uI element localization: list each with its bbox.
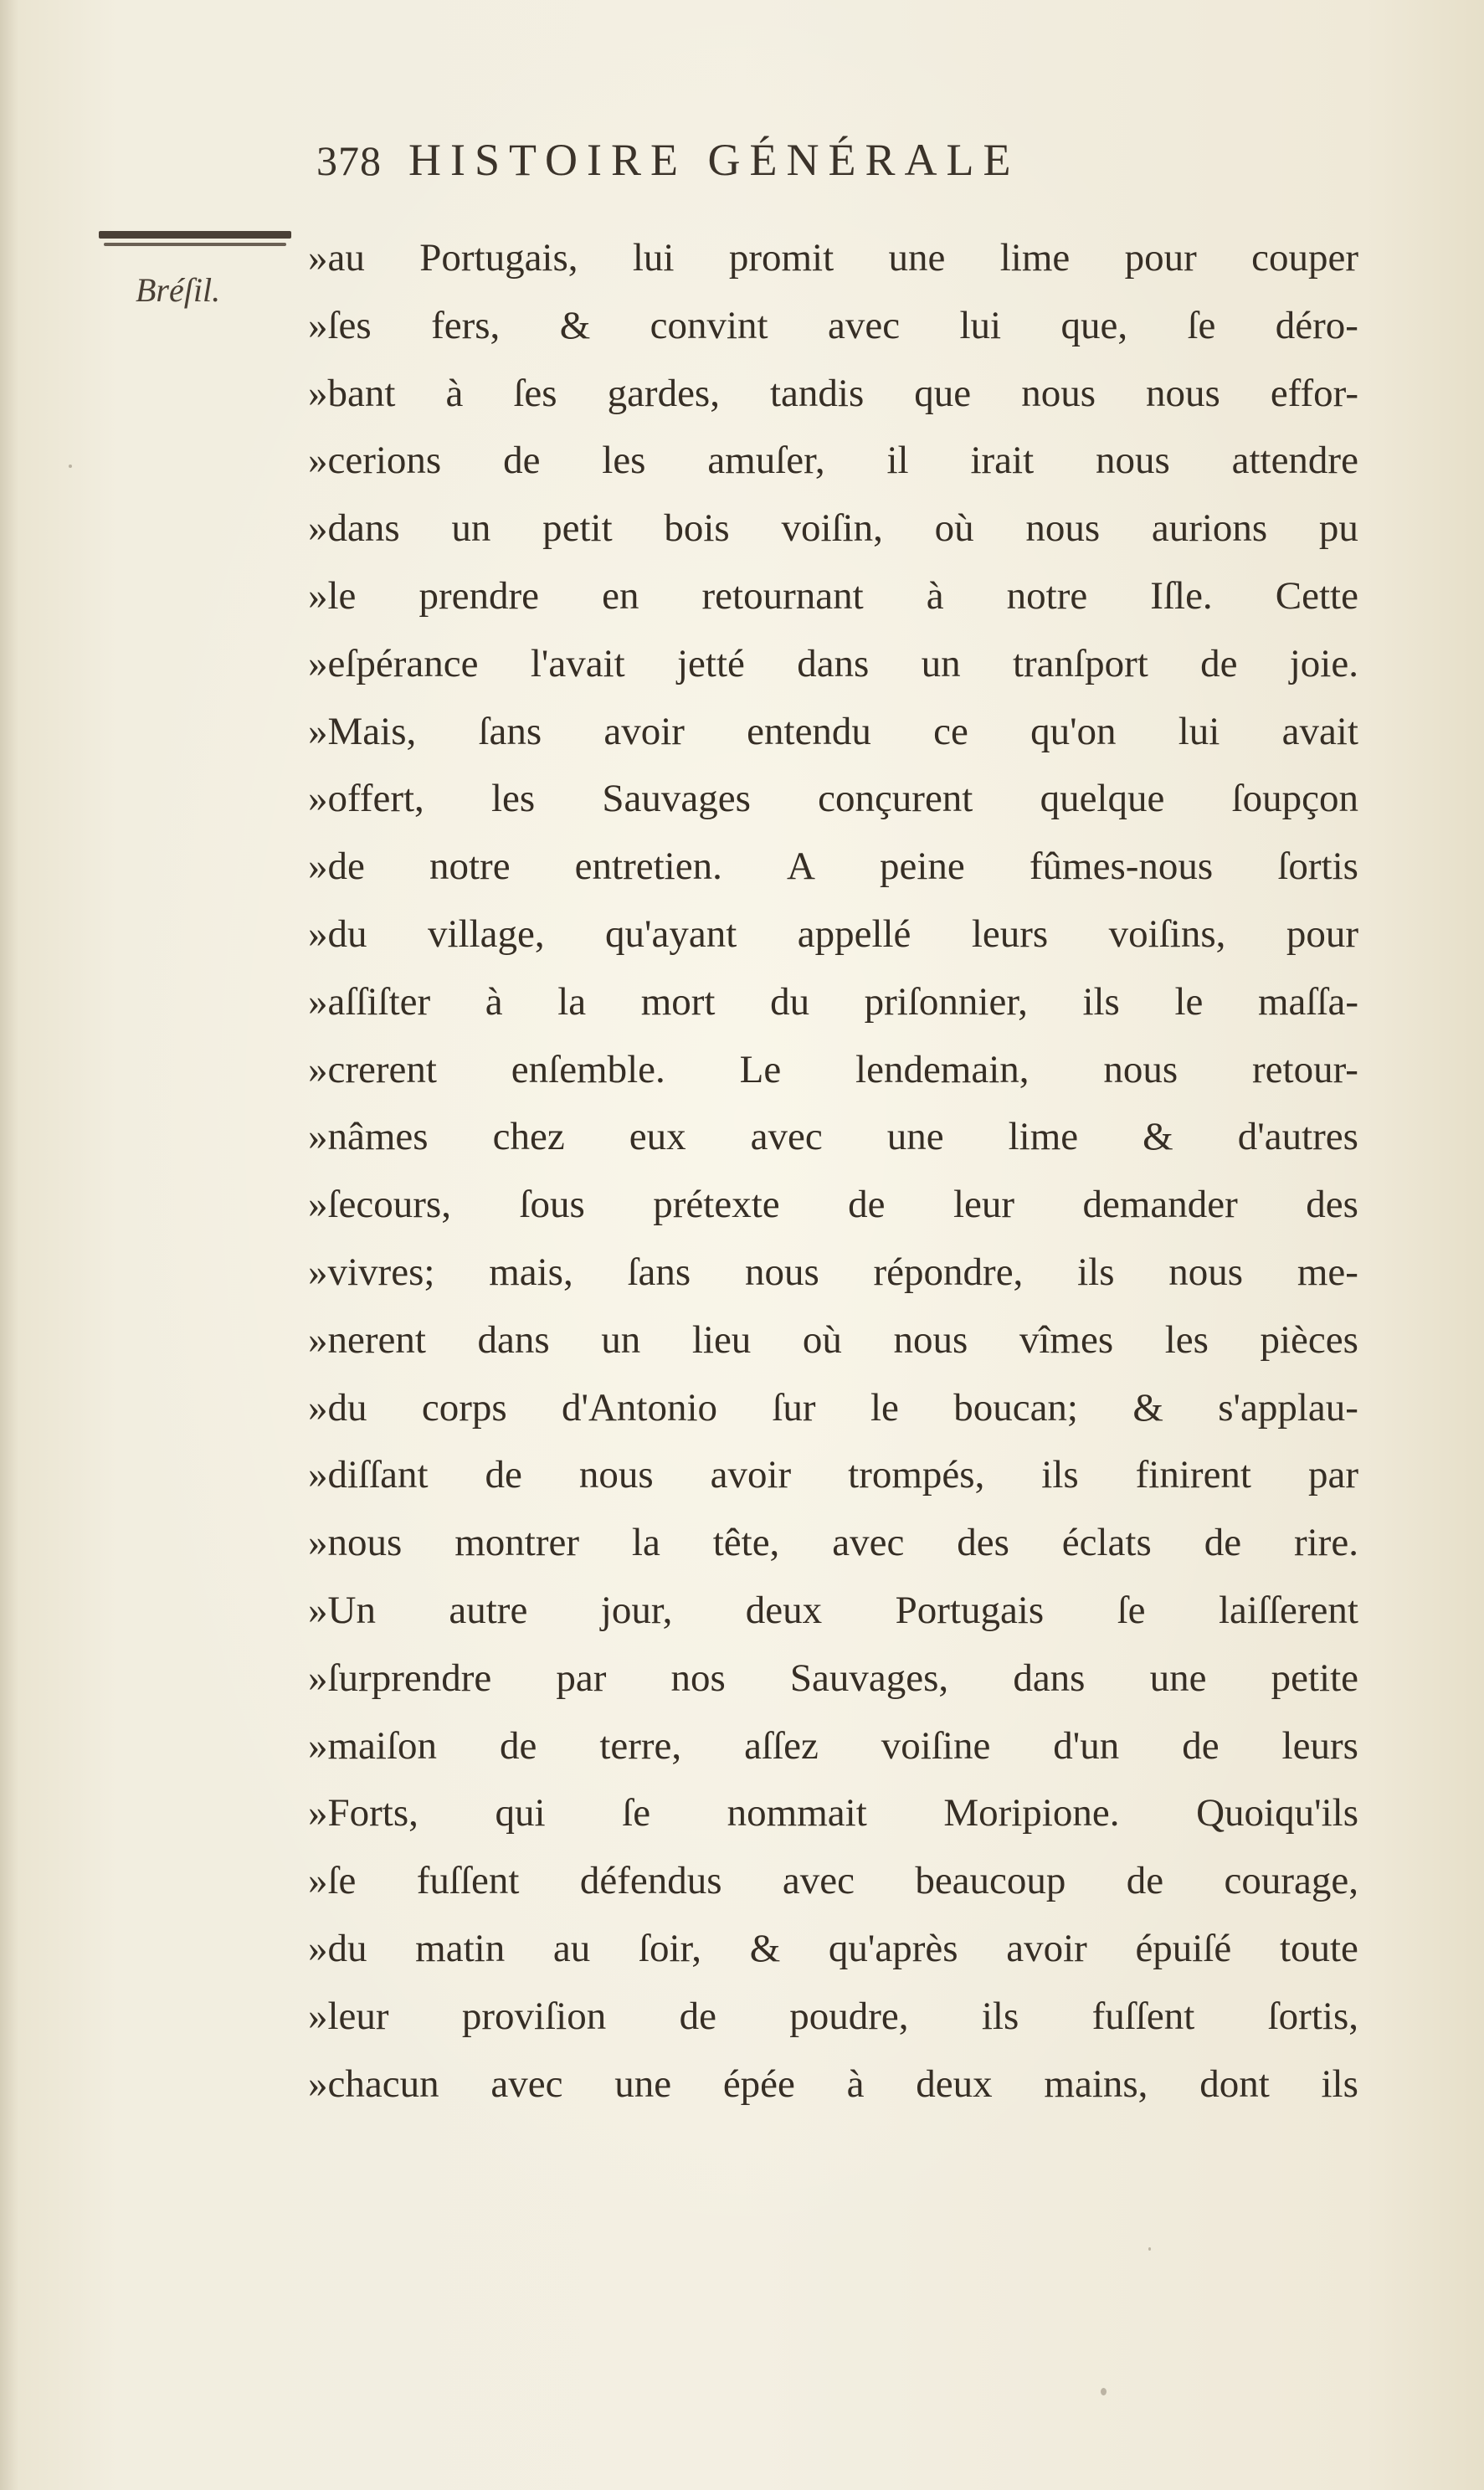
word: Le — [739, 1047, 782, 1091]
word: terre, — [599, 1723, 682, 1768]
word: lime — [1008, 1115, 1079, 1159]
word: nos — [670, 1656, 726, 1700]
word: nous — [578, 1453, 654, 1497]
word: ſoir, — [638, 1926, 702, 1970]
word: entendu — [747, 709, 871, 753]
word: leurs — [1281, 1723, 1358, 1768]
word: en — [602, 573, 639, 618]
word: & — [1143, 1115, 1173, 1159]
word: »vivres; — [308, 1250, 435, 1294]
text-line-content — [308, 360, 1358, 428]
word: amuſer, — [707, 439, 825, 483]
word: conçurent — [818, 777, 973, 821]
word: la — [631, 1521, 660, 1565]
word: »maiſon — [308, 1723, 438, 1768]
word: tête, — [712, 1521, 780, 1565]
word: avec — [782, 1859, 855, 1903]
word: »au — [308, 236, 365, 280]
text-line-content — [308, 1712, 1358, 1780]
word: ils — [1077, 1250, 1115, 1294]
word: nous — [1095, 439, 1170, 483]
word: & — [1132, 1385, 1163, 1430]
word: effor- — [1270, 371, 1358, 415]
word: ſes — [513, 371, 557, 415]
word: beaucoup — [915, 1859, 1066, 1903]
word: il — [886, 439, 909, 483]
text-line — [308, 1779, 1358, 1847]
text-line-content — [308, 1847, 1358, 1915]
text-line — [308, 698, 1358, 766]
word: »crerent — [308, 1047, 437, 1091]
word: de — [1204, 1521, 1242, 1565]
word: d'autres — [1237, 1115, 1358, 1159]
word: pour — [1124, 236, 1197, 280]
word: montrer — [454, 1521, 579, 1565]
word: avec — [827, 303, 901, 347]
word: Sauvages, — [789, 1656, 949, 1700]
text-line — [308, 427, 1358, 495]
word: Quoiqu'ils — [1196, 1791, 1358, 1835]
text-line — [308, 1577, 1358, 1645]
word: les — [1164, 1317, 1209, 1362]
word: de — [503, 439, 541, 483]
word: enſemble. — [511, 1047, 665, 1091]
word: à — [445, 371, 464, 415]
word: deux — [916, 2061, 993, 2106]
word: par — [556, 1656, 607, 1700]
word: voiſin, — [781, 506, 883, 551]
word: jour, — [600, 1588, 673, 1632]
word: ſans — [627, 1250, 691, 1294]
word: & — [749, 1926, 781, 1970]
word: une — [886, 1115, 944, 1159]
word: »nous — [308, 1521, 403, 1565]
word: prétexte — [653, 1183, 780, 1227]
word: maſſa- — [1257, 979, 1358, 1024]
word: nous — [1025, 506, 1101, 551]
word: ſur — [772, 1385, 816, 1430]
word: nous — [1021, 371, 1096, 415]
word: »ſurprendre — [308, 1656, 492, 1700]
running-head-title: HISTOIRE GÉNÉRALE — [408, 135, 1020, 185]
word: où — [934, 506, 974, 551]
text-line-content — [308, 1307, 1358, 1374]
word: mort — [640, 979, 716, 1024]
word: les — [490, 777, 536, 821]
word: notre — [1006, 573, 1088, 618]
word: »dans — [308, 506, 400, 551]
text-line-content — [308, 1577, 1358, 1645]
word: corps — [421, 1385, 507, 1430]
word: voiſine — [881, 1723, 991, 1768]
word: lieu — [691, 1317, 752, 1362]
word: dans — [477, 1317, 550, 1362]
word: laiſſerent — [1218, 1588, 1358, 1632]
text-line-content — [308, 1171, 1358, 1239]
word: du — [770, 979, 810, 1024]
word: nous — [1146, 371, 1220, 415]
word: de — [848, 1183, 886, 1227]
word: lime — [999, 236, 1071, 280]
text-line-content — [308, 562, 1358, 630]
word: »chacun — [308, 2061, 439, 2106]
word: des — [957, 1521, 1009, 1565]
text-line — [308, 292, 1358, 360]
word: »ſe — [308, 1859, 357, 1903]
text-line-content — [308, 765, 1358, 833]
text-line-content — [308, 1645, 1358, 1712]
word: peine — [880, 845, 965, 889]
word: leurs — [971, 911, 1049, 956]
word: priſonnier, — [864, 979, 1028, 1024]
word: à — [485, 979, 503, 1024]
word: fers, — [431, 303, 501, 347]
word: matin — [415, 1926, 506, 1970]
word: »Forts, — [308, 1791, 418, 1835]
word: avait — [1281, 709, 1358, 753]
word: nous — [1168, 1250, 1244, 1294]
word: de — [1126, 1859, 1164, 1903]
word: ils — [1321, 2061, 1358, 2106]
text-line — [308, 1441, 1358, 1509]
text-line-content — [308, 292, 1358, 360]
word: des — [1306, 1183, 1358, 1227]
spine-shadow — [0, 0, 18, 2490]
word: deux — [745, 1588, 823, 1632]
word: & — [559, 303, 591, 347]
word: nommait — [727, 1791, 867, 1835]
word: appellé — [797, 911, 911, 956]
word: lui — [1178, 709, 1220, 753]
word: lendemain, — [855, 1047, 1030, 1091]
word: »du — [308, 1926, 367, 1970]
word: lui — [632, 236, 675, 280]
text-line-content — [308, 1983, 1358, 2051]
word: Sauvages — [602, 777, 751, 821]
word: »offert, — [308, 777, 424, 821]
word: finirent — [1135, 1453, 1251, 1497]
word: couper — [1251, 236, 1358, 280]
word: de — [1200, 641, 1238, 685]
word: courage, — [1224, 1859, 1358, 1903]
word: Moripione. — [943, 1791, 1120, 1835]
word: un — [921, 641, 961, 685]
word: bois — [664, 506, 730, 551]
word: proviſion — [461, 1994, 607, 2038]
word: éclats — [1061, 1521, 1152, 1565]
word: une — [1149, 1656, 1207, 1700]
word: une — [888, 236, 946, 280]
word: trompés, — [848, 1453, 985, 1497]
word: de — [679, 1994, 716, 2038]
word: eux — [629, 1115, 686, 1159]
word: qu'après — [828, 1926, 958, 1970]
word: attendre — [1231, 439, 1358, 483]
text-line-content — [308, 1779, 1358, 1847]
text-line — [308, 765, 1358, 833]
word: fûmes-nous — [1029, 845, 1214, 889]
word: petite — [1271, 1656, 1358, 1700]
paper-speck — [1148, 2247, 1151, 2251]
ornament-rule-thin — [104, 243, 286, 246]
word: »Un — [308, 1588, 376, 1632]
word: ce — [933, 709, 968, 753]
word: retour- — [1252, 1047, 1358, 1091]
word: s'applau- — [1218, 1385, 1358, 1430]
text-line — [308, 901, 1358, 968]
word: Portugais, — [419, 236, 578, 280]
word: ſortis — [1277, 845, 1358, 889]
text-line — [308, 1915, 1358, 1983]
word: prendre — [418, 573, 540, 618]
word: »nerent — [308, 1317, 426, 1362]
word: ſans — [478, 709, 542, 753]
text-line — [308, 1239, 1358, 1307]
word: le — [870, 1385, 899, 1430]
word: avec — [832, 1521, 905, 1565]
text-line-content — [308, 224, 1358, 292]
text-line — [308, 833, 1358, 901]
word: jetté — [676, 641, 745, 685]
word: qu'ayant — [605, 911, 737, 956]
word: qu'on — [1030, 709, 1117, 753]
word: avec — [490, 2061, 563, 2106]
word: »ſes — [308, 303, 372, 347]
word: l'avait — [530, 641, 625, 685]
text-line-content — [308, 2051, 1358, 2118]
word: défendus — [579, 1859, 722, 1903]
word: demander — [1082, 1183, 1238, 1227]
word: dont — [1199, 2061, 1270, 2106]
word: promit — [728, 236, 834, 280]
word: convint — [650, 303, 768, 347]
word: gardes, — [607, 371, 720, 415]
word: tandis — [770, 371, 865, 415]
word: voiſins, — [1108, 911, 1226, 956]
word: que — [914, 371, 972, 415]
text-line — [308, 1847, 1358, 1915]
text-line-content — [308, 1374, 1358, 1442]
text-line — [308, 1509, 1358, 1577]
text-line-content — [308, 427, 1358, 495]
word: tranſport — [1012, 641, 1148, 685]
word: »cerions — [308, 439, 442, 483]
word: à — [846, 2061, 865, 2106]
body-text — [308, 224, 1358, 2118]
word: ſoupçon — [1231, 777, 1358, 821]
word: répondre, — [873, 1250, 1024, 1294]
text-line-content — [308, 495, 1358, 562]
word: autre — [449, 1588, 528, 1632]
paper-speck — [69, 465, 72, 468]
text-line-content — [308, 968, 1358, 1036]
word: d'un — [1053, 1723, 1120, 1768]
text-line-content — [308, 1509, 1358, 1577]
text-line-content — [308, 630, 1358, 698]
word: »bant — [308, 371, 396, 415]
word: ils — [981, 1994, 1019, 2038]
running-head — [316, 134, 1371, 193]
word: épée — [722, 2061, 795, 2106]
text-line — [308, 1171, 1358, 1239]
word: nous — [1103, 1047, 1178, 1091]
word: irait — [970, 439, 1035, 483]
word: avec — [750, 1115, 823, 1159]
word: ſous — [519, 1183, 585, 1227]
text-line — [308, 1712, 1358, 1780]
word: entretien. — [574, 845, 722, 889]
text-line — [308, 360, 1358, 428]
word: pu — [1318, 506, 1358, 551]
word: chez — [492, 1115, 565, 1159]
word: ſe — [1117, 1588, 1146, 1632]
text-line-content — [308, 1036, 1358, 1104]
word: pour — [1286, 911, 1358, 956]
text-line-content — [308, 1441, 1358, 1509]
word: leur — [953, 1183, 1015, 1227]
word: épuiſé — [1135, 1926, 1232, 1970]
word: »aſſiſter — [308, 979, 431, 1024]
word: avoir — [710, 1453, 792, 1497]
word: »nâmes — [308, 1115, 429, 1159]
word: ils — [1082, 979, 1120, 1024]
word: nous — [744, 1250, 819, 1294]
word: où — [802, 1317, 842, 1362]
text-line — [308, 1645, 1358, 1712]
word: joie. — [1289, 641, 1358, 685]
word: vîmes — [1019, 1317, 1114, 1362]
word: à — [926, 573, 944, 618]
word: la — [557, 979, 587, 1024]
word: »ſecours, — [308, 1183, 451, 1227]
word: d'Antonio — [562, 1385, 718, 1430]
word: un — [601, 1317, 641, 1362]
word: »le — [308, 573, 357, 618]
word: mains, — [1044, 2061, 1148, 2106]
word: »du — [308, 1385, 367, 1430]
word: avoir — [603, 709, 685, 753]
ornament-rule — [99, 231, 291, 249]
text-line-content — [308, 833, 1358, 901]
word: dans — [1013, 1656, 1086, 1700]
word: »eſpérance — [308, 641, 479, 685]
word: poudre, — [789, 1994, 909, 2038]
word: dans — [797, 641, 870, 685]
text-line — [308, 1036, 1358, 1104]
text-line-content — [308, 1103, 1358, 1171]
paper-speck — [1101, 2388, 1107, 2395]
word: au — [552, 1926, 591, 1970]
word: aſſez — [744, 1723, 819, 1768]
margin-note: Bréſil. — [136, 271, 221, 309]
word: qui — [495, 1791, 546, 1835]
word: aurions — [1151, 506, 1268, 551]
word: Cette — [1275, 573, 1358, 618]
word: Iſle. — [1150, 573, 1213, 618]
word: ſe — [622, 1791, 651, 1835]
text-line — [308, 1307, 1358, 1374]
text-line — [308, 1983, 1358, 2051]
word: petit — [542, 506, 613, 551]
text-line — [308, 1103, 1358, 1171]
word: ils — [1041, 1453, 1079, 1497]
word: A — [786, 845, 815, 889]
text-line — [308, 562, 1358, 630]
text-line — [308, 495, 1358, 562]
word: pièces — [1260, 1317, 1358, 1362]
word: avoir — [1006, 1926, 1087, 1970]
word: une — [614, 2061, 672, 2106]
text-line — [308, 630, 1358, 698]
word: retournant — [701, 573, 864, 618]
word: »du — [308, 911, 367, 956]
word: village, — [427, 911, 545, 956]
word: quelque — [1040, 777, 1165, 821]
text-line-content — [308, 901, 1358, 968]
word: de — [1182, 1723, 1220, 1768]
ornament-rule-thick — [99, 231, 291, 239]
text-line — [308, 1374, 1358, 1442]
word: »leur — [308, 1994, 389, 2038]
word: ſe — [1187, 303, 1216, 347]
word: lui — [959, 303, 1002, 347]
word: le — [1174, 979, 1204, 1024]
text-line — [308, 968, 1358, 1036]
word: »de — [308, 845, 365, 889]
word: »Mais, — [308, 709, 417, 753]
word: »diſſant — [308, 1453, 429, 1497]
word: nous — [893, 1317, 968, 1362]
text-line — [308, 224, 1358, 292]
word: les — [602, 439, 646, 483]
word: fuſſent — [416, 1859, 520, 1903]
word: toute — [1279, 1926, 1358, 1970]
word: boucan; — [953, 1385, 1078, 1430]
page-number: 378 — [316, 137, 382, 184]
word: me- — [1297, 1250, 1358, 1294]
text-line-content — [308, 698, 1358, 766]
word: que, — [1060, 303, 1128, 347]
word: notre — [429, 845, 511, 889]
word: de — [485, 1453, 522, 1497]
word: par — [1307, 1453, 1358, 1497]
word: rire. — [1293, 1521, 1358, 1565]
word: Portugais — [895, 1588, 1045, 1632]
text-line — [308, 2051, 1358, 2118]
word: un — [451, 506, 491, 551]
word: déro- — [1275, 303, 1358, 347]
text-line-content — [308, 1239, 1358, 1307]
word: de — [500, 1723, 537, 1768]
word: fuſſent — [1091, 1994, 1195, 2038]
text-line-content — [308, 1915, 1358, 1983]
word: ſortis, — [1267, 1994, 1358, 2038]
word: mais, — [489, 1250, 573, 1294]
